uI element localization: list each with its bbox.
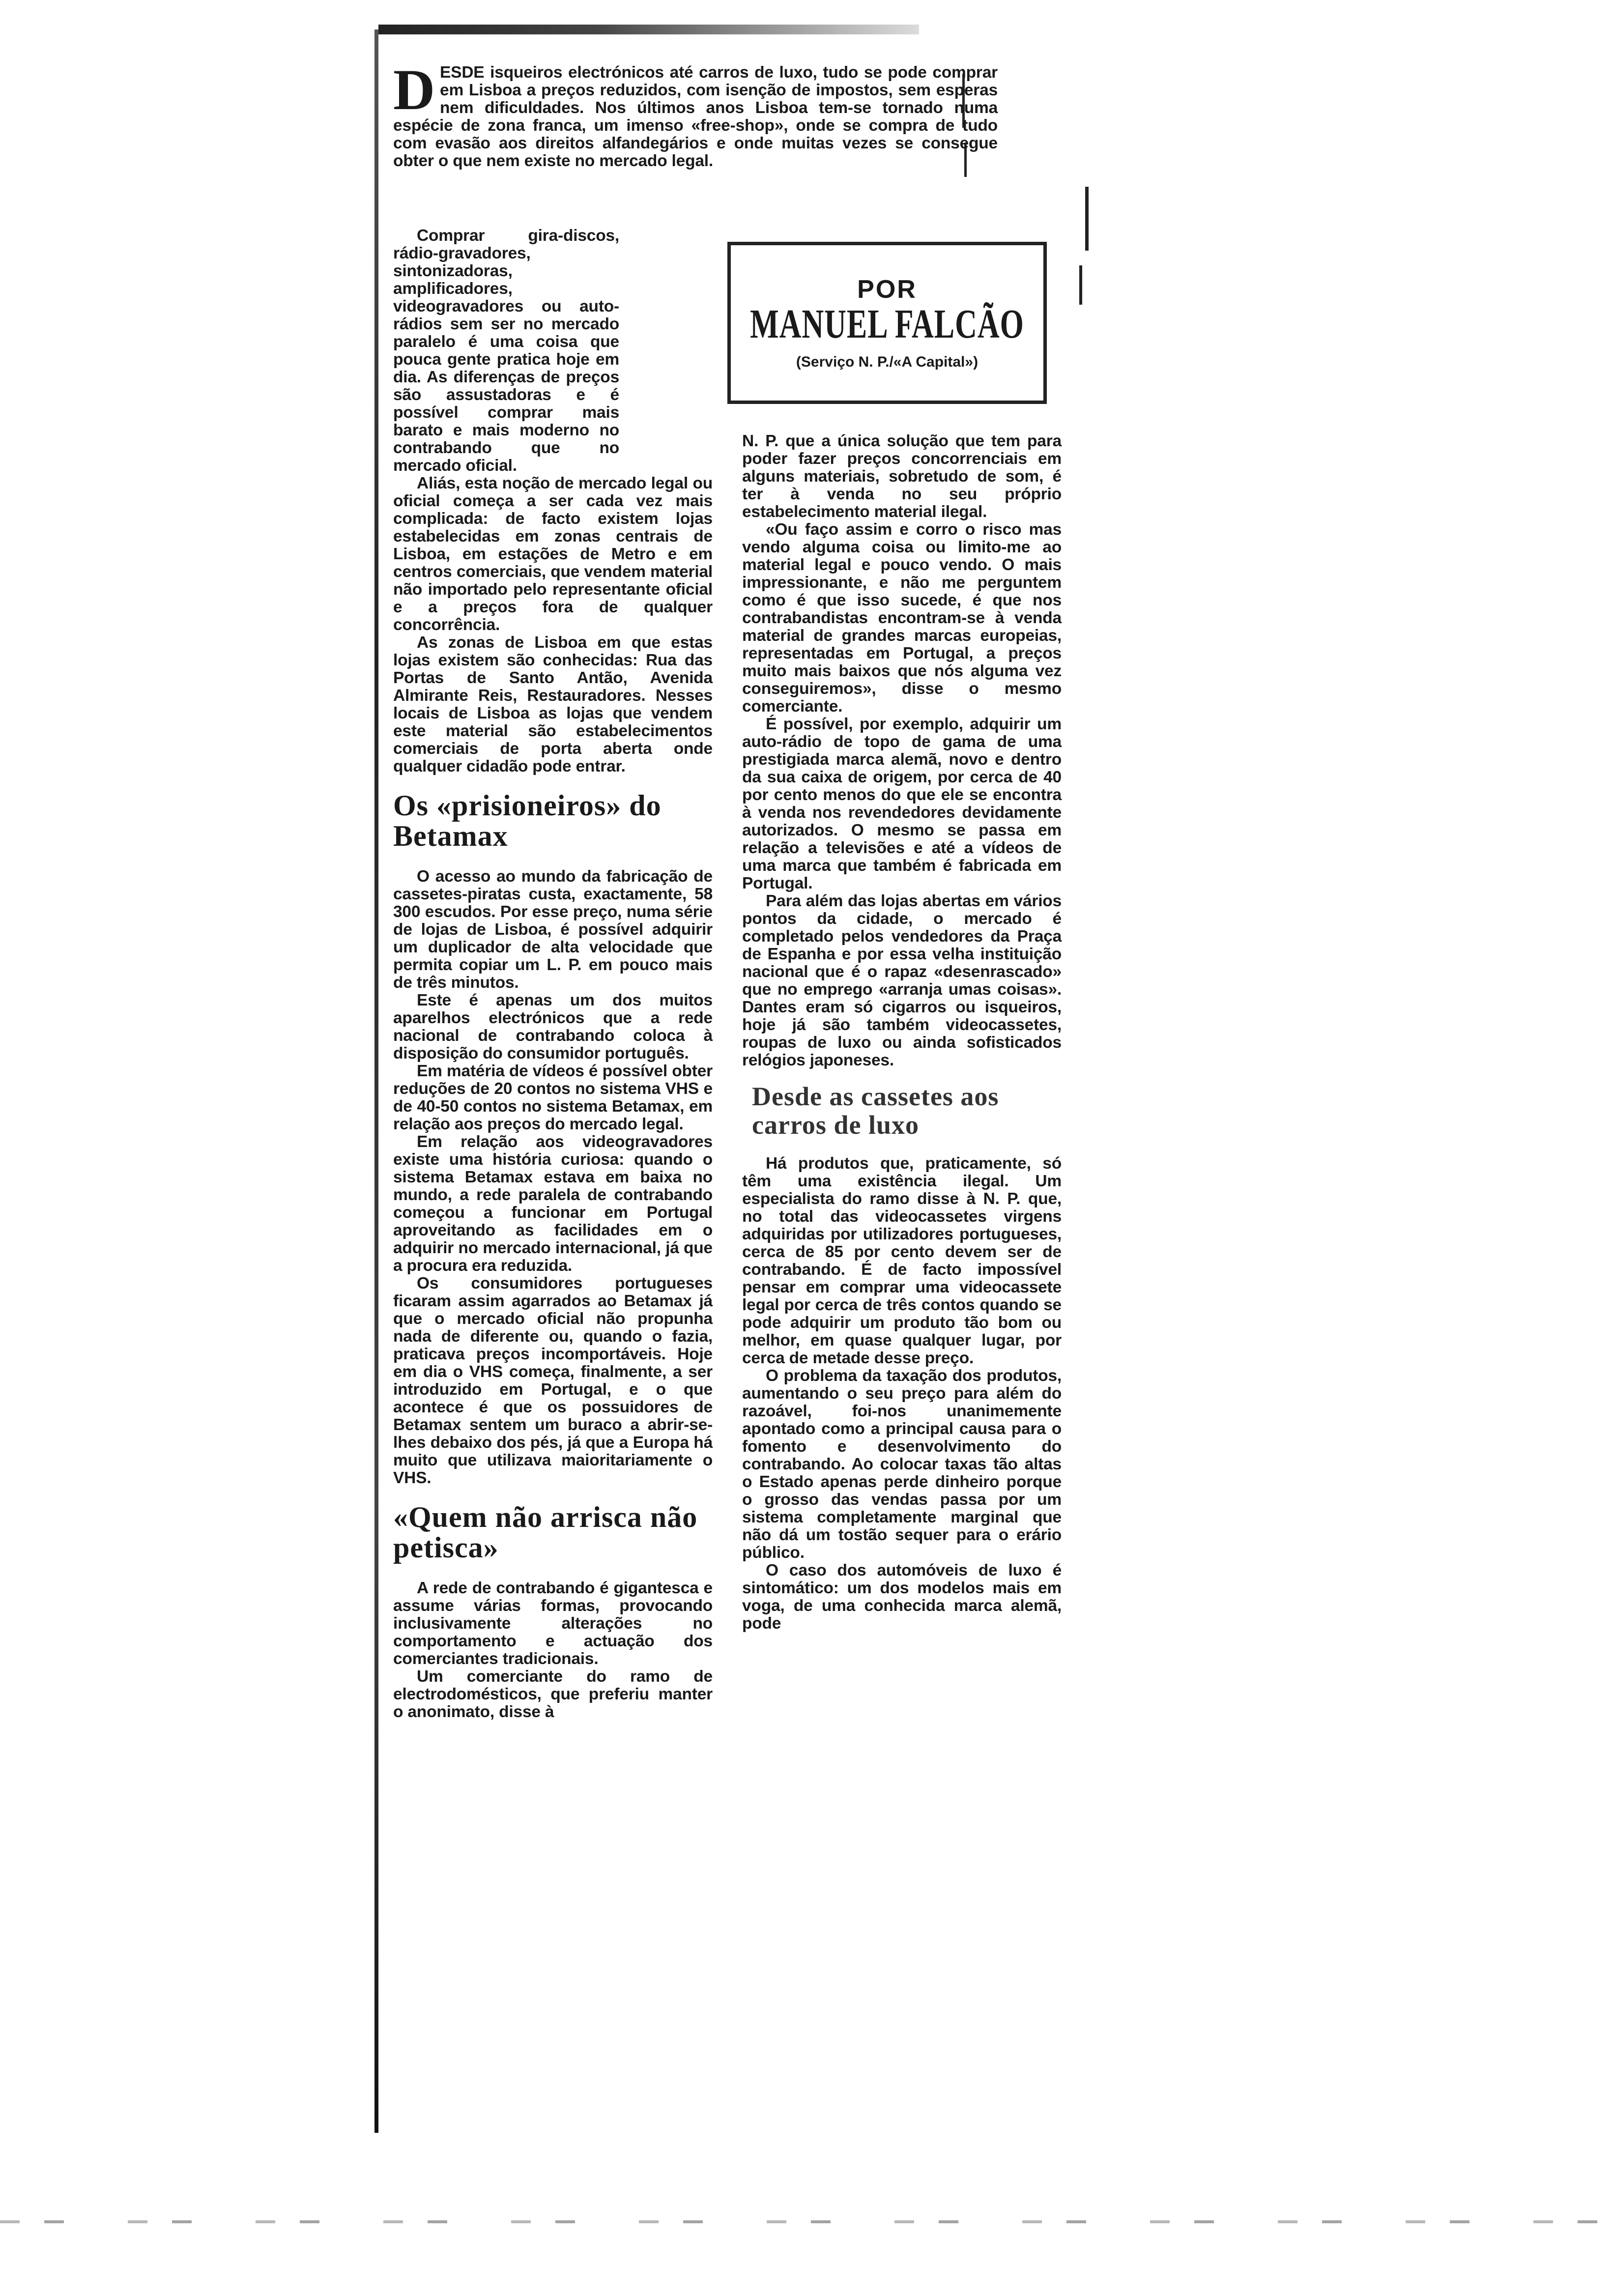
paragraph: A rede de contrabando é gigantesca e assume várias formas, provocando inclusivamente alterações no comportamento e actuação dos comerciantes tradicionais.	[393, 1579, 713, 1668]
paragraph: É possível, por exemplo, adquirir um auto-rádio de topo de gama de uma prestigiada marca alemã, novo e dentro da sua caixa de origem, por cerca de 40 por cento menos do que ele se encontra à venda nos revendedores devidamente autorizados. O mesmo se passa em relação a televisões e até a vídeos de uma marca que também é fabricada em Portugal.	[742, 715, 1062, 892]
paragraph: Um comerciante do ramo de electrodomésticos, que preferiu manter o anonimato, disse à	[393, 1667, 713, 1721]
column-left	[393, 227, 713, 1721]
subheading-prisioneiros: Os «prisioneiros» do Betamax	[393, 789, 662, 852]
paragraph: Este é apenas um dos muitos aparelhos electrónicos que a rede nacional de contrabando coloca à disposição do consumidor português.	[393, 991, 713, 1062]
paragraph: As zonas de Lisboa em que estas lojas existem são conhecidas: Rua das Portas de Santo Antão, Avenida Almirante Reis, Restauradores. Nesses locais de Lisboa as lojas que vendem este material são estabelecimentos comerciais de porta aberta onde qualquer cidadão pode entrar.	[393, 633, 713, 775]
drop-cap: D	[393, 57, 435, 122]
scan-bottom-noise	[0, 2220, 1612, 2223]
byline-service: (Serviço N. P./«A Capital»)	[796, 354, 979, 370]
subheading-quem-nao-arrisca: «Quem não arrisca não petisca»	[393, 1501, 698, 1564]
paragraph: Aliás, esta noção de mercado legal ou oficial começa a ser cada vez mais complicada: de facto existem lojas estabelecidas em zonas centrais de Lisboa, em estações de Metro e em centros comerciais, que vendem material não importado pelo representante oficial e a preços fora de qualquer concorrência.	[393, 474, 713, 634]
paragraph: O caso dos automóveis de luxo é sintomático: um dos modelos mais em voga, de uma conhecida marca alemã, pode	[742, 1561, 1062, 1633]
paragraph: Em relação aos videogravadores existe uma história curiosa: quando o sistema Betamax estava em baixa no mundo, a rede paralela de contrabando começou a funcionar em Portugal aproveitando as facilidades em o adquirir no mercado internacional, já que a procura era reduzida.	[393, 1133, 713, 1275]
paragraph: Há produtos que, praticamente, só têm uma existência ilegal. Um especialista do ramo disse à N. P. que, no total das videocassetes virgens adquiridas por utilizadores portugueses, cerca de 85 por cento devem ser de contrabando. É de facto impossível pensar em comprar uma videocassete legal por cerca de três contos quando se pode adquirir um produto tão bom ou melhor, em quase qualquer lugar, por cerca de metade desse preço.	[742, 1154, 1062, 1367]
article-lead	[393, 57, 998, 170]
paragraph: O acesso ao mundo da fabricação de cassetes-piratas custa, exactamente, 58 300 escudos. Por esse preço, numa série de lojas de Lisboa, é possível adquirir um duplicador de alta velocidade que permita copiar um L. P. em pouco mais de três minutos.	[393, 867, 713, 992]
byline-box	[727, 242, 1047, 404]
byline-por: POR	[857, 275, 917, 304]
paragraph: Em matéria de vídeos é possível obter reduções de 20 contos no sistema VHS e de 40-50 contos no sistema Betamax, em relação aos preços do mercado legal.	[393, 1062, 713, 1133]
paragraph: O problema da taxação dos produtos, aumentando o seu preço para além do razoável, foi-nos unanimemente apontado como a principal causa para o fomento e desenvolvimento do contrabando. Ao colocar taxas tão altas o Estado apenas perde dinheiro porque o grosso das vendas passa por um sistema completamente marginal que não dá um tostão sequer para o erário público.	[742, 1367, 1062, 1562]
column-right	[742, 432, 1062, 1633]
lead-paragraph	[393, 57, 998, 170]
paragraph: Os consumidores portugueses ficaram assim agarrados ao Betamax já que o mercado oficial não propunha nada de diferente ou, quando o fazia, praticava preços incomportáveis. Hoje em dia o VHS começa, finalmente, a ser introduzido em Portugal, e o que acontece é que os possuidores de Betamax sentem um buraco a abrir-se-lhes debaixo dos pés, já que a Europa há muito que utilizava maioritariamente o VHS.	[393, 1274, 713, 1487]
paragraph: N. P. que a única solução que tem para poder fazer preços concorrenciais em alguns materiais, sobretudo de som, é ter à venda no seu próprio estabelecimento material ilegal.	[742, 432, 1062, 521]
paragraph: Comprar gira-discos, rádio-gravadores, sintonizadoras, amplificadores, videogravadores ou auto-rádios sem ser no mercado paralelo é uma coisa que pouca gente pratica hoje em dia. As diferenças de preços são assustadoras e é possível comprar mais barato e mais moderno no contrabando que no mercado oficial.	[393, 227, 619, 475]
left-clipping-edge	[374, 29, 378, 2133]
byline-author: MANUEL FALCÃO	[750, 301, 1024, 347]
paragraph: «Ou faço assim e corro o risco mas vendo alguma coisa ou limito-me ao material legal e pouco vendo. O mais impressionante, e não me perguntem como é que isso sucede, é que nos contrabandistas encontram-se à venda material de grandes marcas europeias, representadas em Portugal, a preços muito mais baixos que nós alguma vez conseguiremos», disse o mesmo comerciante.	[742, 520, 1062, 716]
paragraph: Para além das lojas abertas em vários pontos da cidade, o mercado é completado pelos vendedores da Praça de Espanha e por essa velha instituição nacional que é o rapaz «desenrascado» que no emprego «arranja umas coisas». Dantes eram só cigarros ou isqueiros, hoje já são também videocassetes, roupas de luxo ou ainda sofisticados relógios japoneses.	[742, 892, 1062, 1069]
lead-text: ESDE isqueiros electrónicos até carros de luxo, tudo se pode comprar em Lisboa a preços reduzidos, com isenção de impostos, sem esperas nem dificuldades. Nos últimos anos Lisboa tem-se tornado numa espécie de zona franca, um imenso «free-shop», onde se compra de tudo com evasão aos direitos alfandegários e onde muitas vezes se consegue obter o que nem existe no mercado legal.	[393, 63, 998, 170]
subheading-desde-as-cassetes: Desde as cassetes aos carros de luxo	[752, 1082, 999, 1140]
